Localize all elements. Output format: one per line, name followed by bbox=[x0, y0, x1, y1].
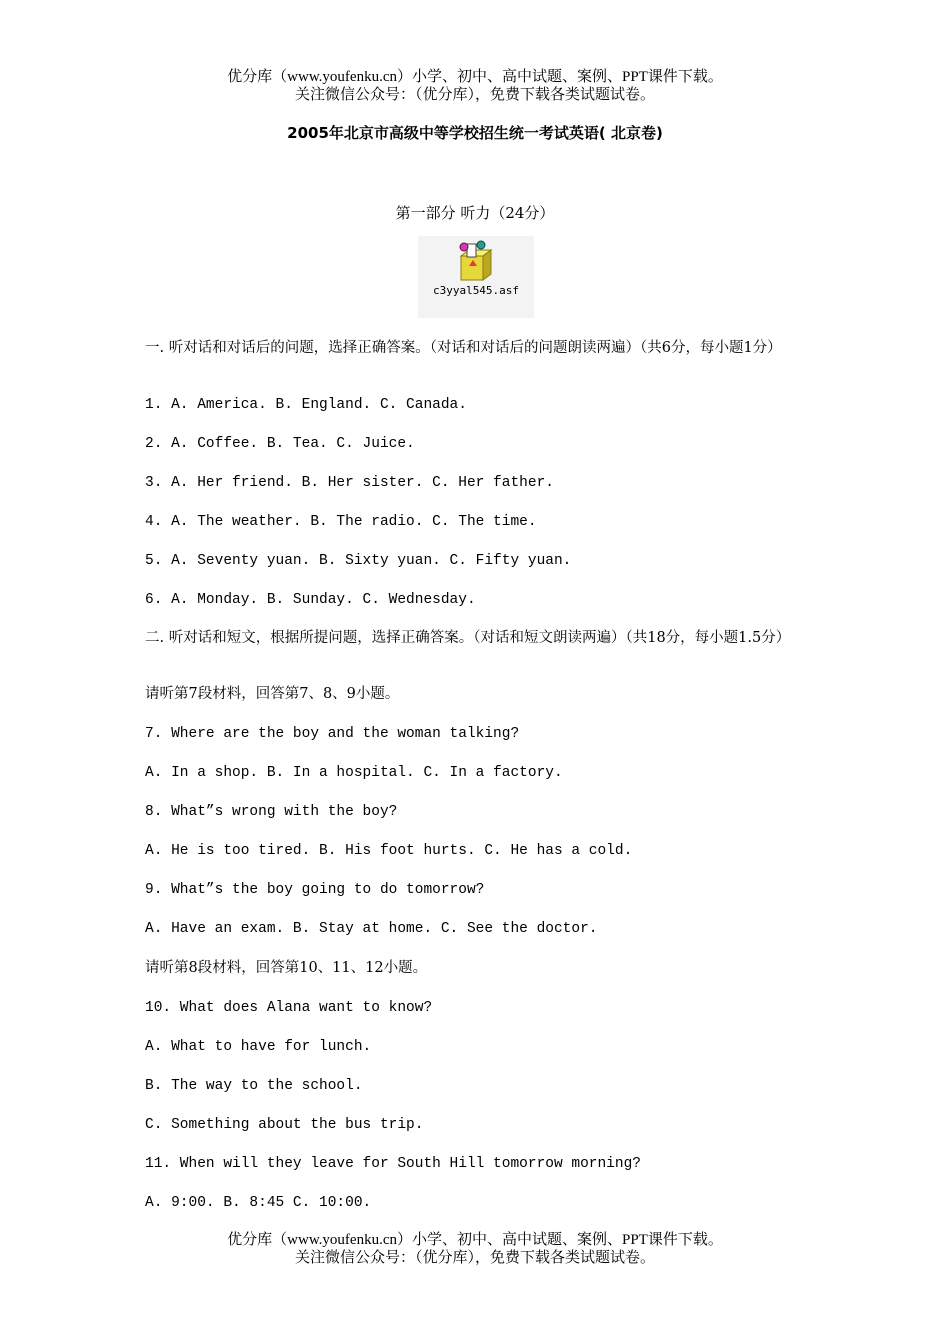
question-5: 5. A. Seventy yuan. B. Sixty yuan. C. Fifty yuan. bbox=[145, 553, 572, 569]
options-7: A. In a shop. B. In a hospital. C. In a factory. bbox=[145, 765, 563, 781]
footer-line-2: 关注微信公众号：（优分库），免费下载各类试题试卷。 bbox=[294, 1250, 655, 1266]
question-7: 7. Where are the boy and the woman talking? bbox=[145, 726, 520, 742]
document-title: 2005年北京市高级中等学校招生统一考试英语( 北京卷) bbox=[287, 124, 663, 142]
section2-heading: 二. 听对话和短文，根据所提问题，选择正确答案。（对话和短文朗读两遍）（共18分，每小题1.5分） bbox=[145, 630, 791, 646]
question-11: 11. When will they leave for South Hill tomorrow morning? bbox=[145, 1156, 641, 1172]
option-10c: C. Something about the bus trip. bbox=[145, 1117, 424, 1133]
header-line-2: 关注微信公众号：（优分库），免费下载各类试题试卷。 bbox=[294, 87, 655, 103]
question-10: 10. What does Alana want to know? bbox=[145, 1000, 433, 1016]
options-9: A. Have an exam. B. Stay at home. C. See the doctor. bbox=[145, 921, 598, 937]
package-icon bbox=[455, 240, 497, 284]
question-8: 8. What”s wrong with the boy? bbox=[145, 804, 398, 820]
footer-line-1: 优分库（www.youfenku.cn）小学、初中、高中试题、案例、PPT课件下载。 bbox=[227, 1232, 723, 1248]
question-4: 4. A. The weather. B. The radio. C. The time. bbox=[145, 514, 537, 530]
question-3: 3. A. Her friend. B. Her sister. C. Her father. bbox=[145, 475, 554, 491]
instruction-material-8: 请听第8段材料，回答第10、11、12小题。 bbox=[145, 960, 428, 976]
question-9: 9. What”s the boy going to do tomorrow? bbox=[145, 882, 485, 898]
part-title: 第一部分 听力（24分） bbox=[395, 204, 555, 222]
option-10b: B. The way to the school. bbox=[145, 1078, 363, 1094]
instruction-material-7: 请听第7段材料，回答第7、8、9小题。 bbox=[145, 686, 400, 702]
option-10a: A. What to have for lunch. bbox=[145, 1039, 372, 1055]
options-11: A. 9:00. B. 8:45 C. 10:00. bbox=[145, 1195, 372, 1211]
header-line-1: 优分库（www.youfenku.cn）小学、初中、高中试题、案例、PPT课件下载。 bbox=[227, 69, 723, 85]
options-8: A. He is too tired. B. His foot hurts. C. He has a cold. bbox=[145, 843, 633, 859]
question-2: 2. A. Coffee. B. Tea. C. Juice. bbox=[145, 436, 415, 452]
audio-attachment[interactable] bbox=[418, 236, 534, 318]
section1-heading: 一. 听对话和对话后的问题，选择正确答案。（对话和对话后的问题朗读两遍）（共6分，每小题1分） bbox=[145, 340, 782, 356]
question-6: 6. A. Monday. B. Sunday. C. Wednesday. bbox=[145, 592, 476, 608]
attachment-filename: c3yyal545.asf bbox=[432, 284, 520, 297]
question-1: 1. A. America. B. England. C. Canada. bbox=[145, 397, 467, 413]
